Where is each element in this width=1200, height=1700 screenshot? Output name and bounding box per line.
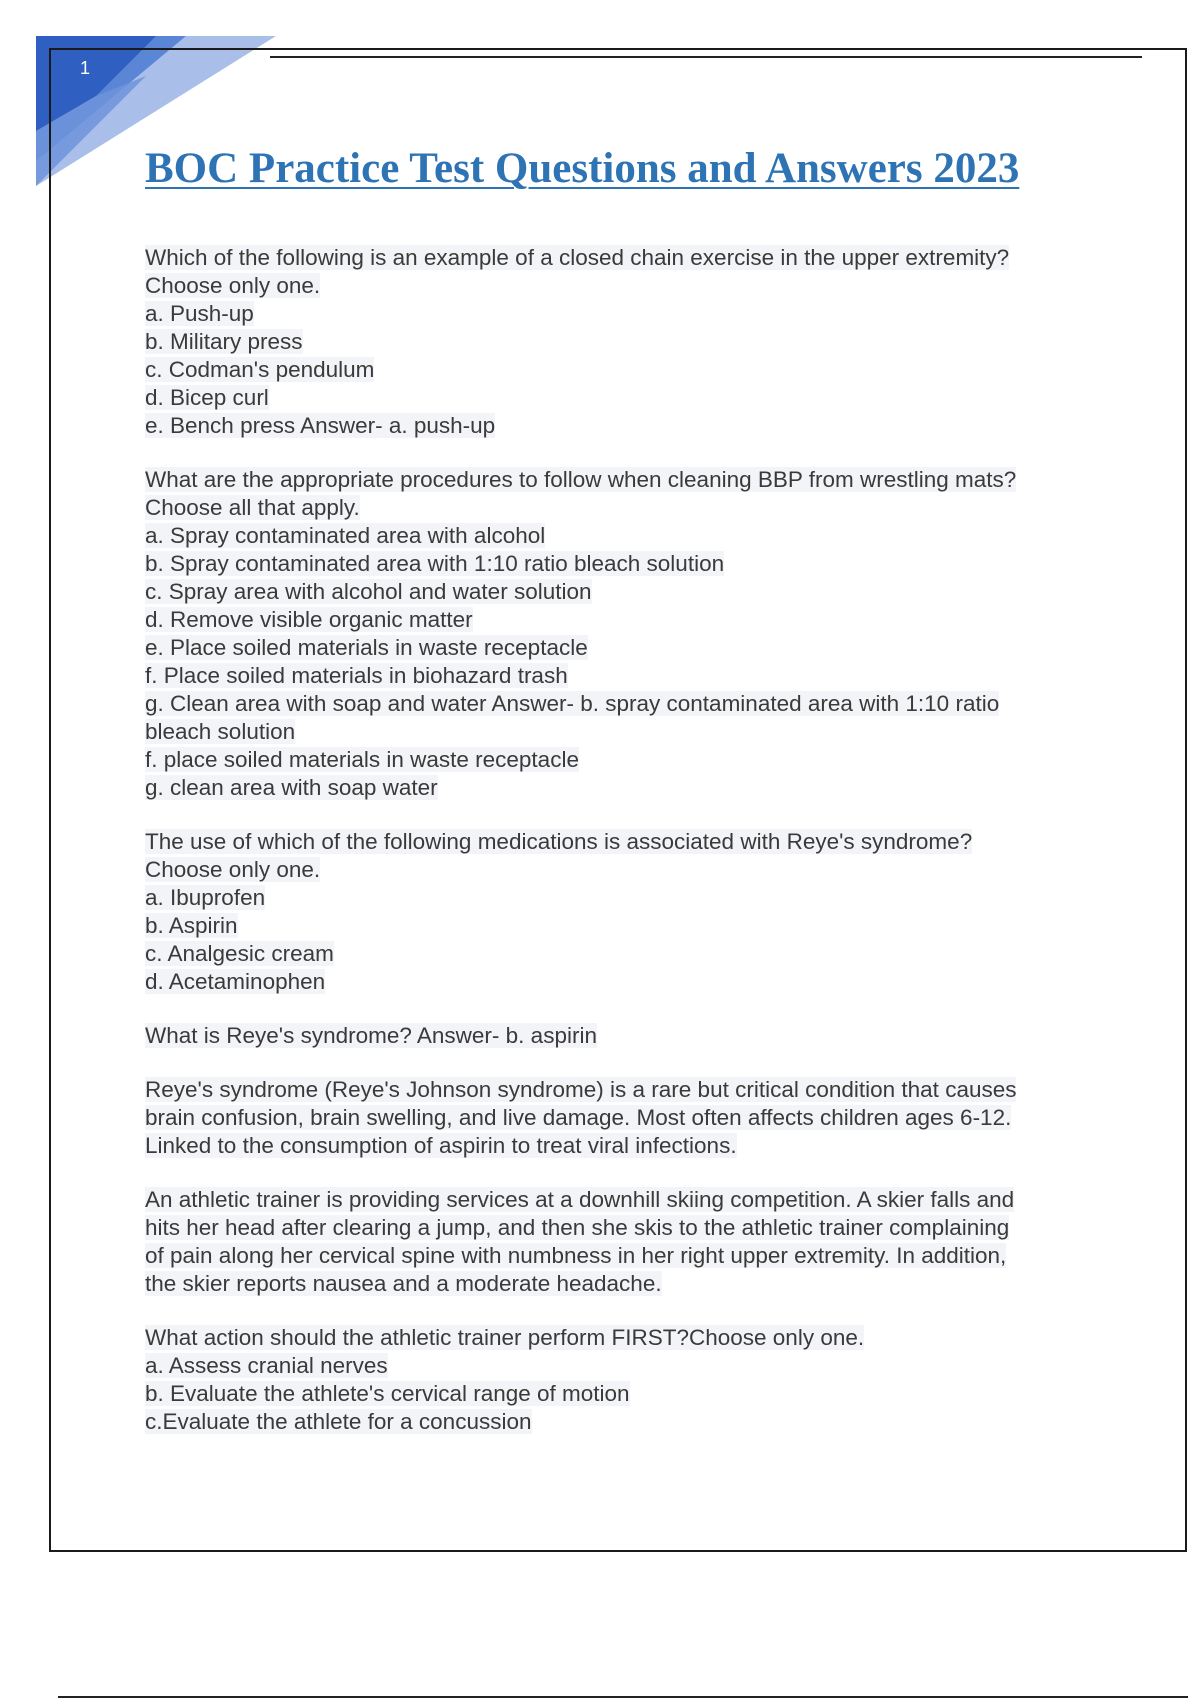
text-line [145, 466, 1105, 494]
text-line-content: e. Bench press Answer- a. push-up [145, 413, 496, 438]
text-line [145, 356, 1105, 384]
text-line [145, 606, 1105, 634]
text-line [145, 272, 1105, 300]
text-line-content: Choose all that apply. [145, 495, 360, 520]
text-line [145, 244, 1105, 272]
text-line-content: the skier reports nausea and a moderate headache. [145, 1271, 662, 1296]
text-line-content: c. Spray area with alcohol and water solution [145, 579, 592, 604]
text-line-content: g. clean area with soap water [145, 775, 438, 800]
text-line-content: Reye's syndrome (Reye's Johnson syndrome) is a rare but critical condition that causes [145, 1077, 1017, 1102]
questions-content [145, 244, 1105, 1462]
text-line-content: b. Aspirin [145, 913, 238, 938]
text-line [145, 1408, 1105, 1436]
text-line [145, 662, 1105, 690]
text-line-content: What action should the athletic trainer perform FIRST?Choose only one. [145, 1325, 865, 1350]
text-line-content: hits her head after clearing a jump, and then she skis to the athletic trainer complaining [145, 1215, 1010, 1240]
question-block [145, 1022, 1105, 1050]
text-line-content: d. Remove visible organic matter [145, 607, 473, 632]
text-line-content: a. Ibuprofen [145, 885, 266, 910]
question-block [145, 244, 1105, 440]
text-line [145, 856, 1105, 884]
text-line [145, 412, 1105, 440]
text-line-content: c. Codman's pendulum [145, 357, 375, 382]
text-line-content: a. Spray contaminated area with alcohol [145, 523, 546, 548]
text-line [145, 1380, 1105, 1408]
text-line [145, 718, 1105, 746]
text-line-content: Choose only one. [145, 857, 321, 882]
text-line-content: of pain along her cervical spine with numbness in her right upper extremity. In addition, [145, 1243, 1007, 1268]
text-line-content: brain confusion, brain swelling, and live damage. Most often affects children ages 6-12. [145, 1105, 1012, 1130]
page-number: 1 [80, 58, 91, 78]
question-block [145, 1324, 1105, 1436]
text-line [145, 1242, 1105, 1270]
text-line [145, 522, 1105, 550]
header-rule [270, 56, 1142, 58]
text-line-content: Which of the following is an example of a closed chain exercise in the upper extremity? [145, 245, 1010, 270]
text-line [145, 1186, 1105, 1214]
text-line [145, 1270, 1105, 1298]
text-line [145, 1076, 1105, 1104]
text-line [145, 328, 1105, 356]
text-line [145, 1104, 1105, 1132]
text-line [145, 578, 1105, 606]
text-line-content: bleach solution [145, 719, 296, 744]
text-line [145, 746, 1105, 774]
question-block [145, 1076, 1105, 1160]
question-block [145, 1186, 1105, 1298]
text-line-content: An athletic trainer is providing services at a downhill skiing competition. A skier falls and [145, 1187, 1015, 1212]
text-line-content: b. Evaluate the athlete's cervical range of motion [145, 1381, 630, 1406]
text-line [145, 1214, 1105, 1242]
text-line-content: Linked to the consumption of aspirin to treat viral infections. [145, 1133, 737, 1158]
text-line-content: f. place soiled materials in waste receptacle [145, 747, 579, 772]
text-line [145, 774, 1105, 802]
text-line [145, 1324, 1105, 1352]
text-line-content: c. Analgesic cream [145, 941, 334, 966]
text-line-content: c.Evaluate the athlete for a concussion [145, 1409, 532, 1434]
text-line [145, 1132, 1105, 1160]
text-line [145, 384, 1105, 412]
text-line [145, 494, 1105, 522]
text-line [145, 968, 1105, 996]
text-line-content: b. Spray contaminated area with 1:10 ratio bleach solution [145, 551, 725, 576]
text-line-content: The use of which of the following medications is associated with Reye's syndrome? [145, 829, 973, 854]
text-line-content: What are the appropriate procedures to follow when cleaning BBP from wrestling mats? [145, 467, 1017, 492]
text-line-content: e. Place soiled materials in waste receptacle [145, 635, 588, 660]
footer-rule [58, 1696, 1188, 1698]
text-line [145, 828, 1105, 856]
text-line-content: f. Place soiled materials in biohazard trash [145, 663, 568, 688]
text-line-content: g. Clean area with soap and water Answer- b. spray contaminated area with 1:10 ratio [145, 691, 1000, 716]
text-line [145, 940, 1105, 968]
text-line-content: b. Military press [145, 329, 303, 354]
text-line [145, 634, 1105, 662]
text-line-content: What is Reye's syndrome? Answer- b. aspirin [145, 1023, 597, 1048]
text-line-content: d. Bicep curl [145, 385, 269, 410]
text-line [145, 690, 1105, 718]
text-line [145, 1022, 1105, 1050]
text-line [145, 300, 1105, 328]
text-line [145, 912, 1105, 940]
text-line-content: a. Push-up [145, 301, 254, 326]
text-line [145, 550, 1105, 578]
question-block [145, 466, 1105, 802]
text-line-content: d. Acetaminophen [145, 969, 326, 994]
question-block [145, 828, 1105, 996]
document-title: BOC Practice Test Questions and Answers 2023 [145, 145, 1020, 192]
text-line [145, 1352, 1105, 1380]
text-line-content: a. Assess cranial nerves [145, 1353, 388, 1378]
text-line-content: Choose only one. [145, 273, 321, 298]
text-line [145, 884, 1105, 912]
